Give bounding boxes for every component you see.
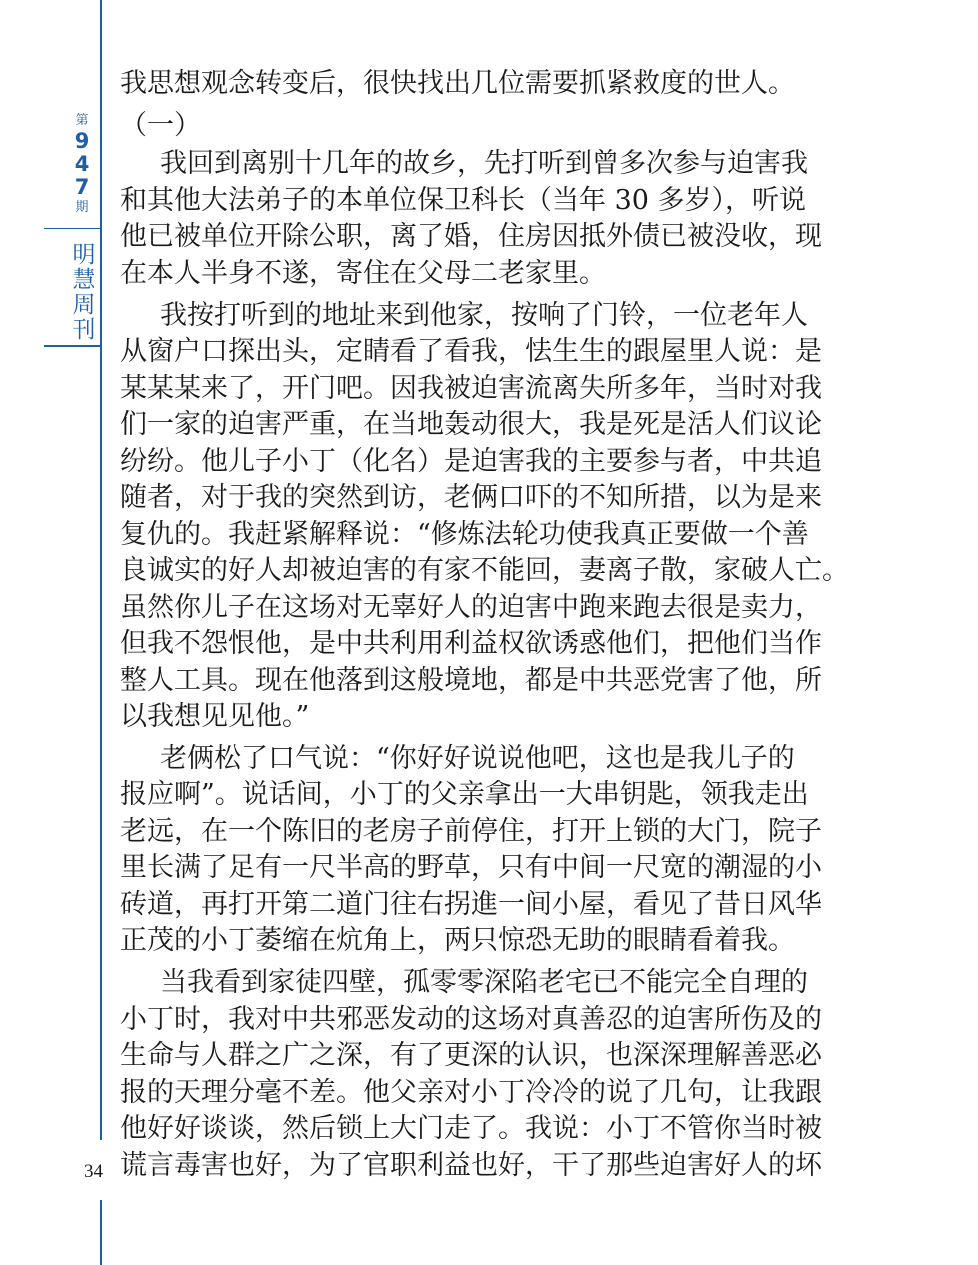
text-line: 某某某来了，开门吧。因我被迫害流离失所多年，当时对我 [120, 372, 822, 404]
text-line: 他好好谈谈，然后锁上大门走了。我说：小丁不管你当时被 [120, 1113, 822, 1145]
text-line: 我思想观念转变后，很快找出几位需要抓紧救度的世人。 [120, 68, 795, 99]
text-line: 里长满了足有一尺半高的野草，只有中间一尺宽的潮湿的小 [120, 852, 822, 884]
magazine-name-char: 刊 [72, 317, 96, 343]
text-line: 虽然你儿子在这场对无辜好人的迫害中跑来跑去很是卖力， [120, 591, 822, 623]
text-line: 复仇的。我赶紧解释说：“修炼法轮功使我真正要做一个善 [120, 518, 809, 550]
text-line: 从窗户口探出头，定睛看了看我，怯生生的跟屋里人说：是 [120, 336, 822, 368]
text-line: 生命与人群之广之深，有了更深的认识，也深深理解善恶必 [120, 1040, 822, 1072]
text-line: 在本人半身不遂，寄住在父母二老家里。 [120, 257, 606, 289]
text-line: 以我想见见他。” [120, 701, 310, 733]
text-line: 老远，在一个陈旧的老房子前停住，打开上锁的大门，院子 [120, 815, 822, 847]
lead-line [120, 66, 868, 103]
text-line: 我回到离别十几年的故乡，先打听到曾多次参与迫害我 [160, 148, 808, 180]
text-line: 随者，对于我的突然到访，老俩口吓的不知所措，以为是来 [120, 482, 822, 514]
text-line: 我按打听到的地址来到他家，按响了门铃，一位老年人 [160, 299, 808, 331]
text-line: 报的天理分毫不差。他父亲对小丁冷冷的说了几句，让我跟 [120, 1076, 822, 1108]
text-line: 良诚实的好人却被迫害的有家不能回，妻离子散，家破人亡。 [120, 555, 849, 587]
paragraph [120, 741, 868, 960]
text-line: 纷纷。他儿子小丁（化名）是迫害我的主要参与者，中共追 [120, 445, 822, 477]
text-line: 谎言毒害也好，为了官职利益也好，干了那些迫害好人的坏 [120, 1149, 822, 1181]
text-line: 报应啊”。说话间，小丁的父亲拿出一大串钥匙，领我走出 [120, 779, 809, 811]
issue-prefix: 第 [75, 113, 89, 128]
paragraph [120, 146, 868, 292]
magazine-name-char: 周 [72, 292, 96, 318]
issue-suffix: 期 [75, 200, 89, 215]
text-line: 当我看到家徒四壁，孤零零深陷老宅已不能完全自理的 [160, 967, 808, 999]
magazine-name [70, 243, 98, 343]
article-body [120, 66, 868, 1189]
text-line: 整人工具。现在他落到这般境地，都是中共恶党害了他，所 [120, 664, 822, 696]
text-line: 正茂的小丁萎缩在炕角上，两只惊恐无助的眼睛看着我。 [120, 925, 795, 957]
text-line: 们一家的迫害严重，在当地轰动很大，我是死是活人们议论 [120, 409, 822, 441]
paragraph [120, 965, 868, 1184]
issue-number [62, 112, 102, 217]
issue-digit: 4 [74, 152, 90, 176]
text-line: 砖道，再打开第二道门往右拐進一间小屋，看见了昔日风华 [120, 888, 822, 920]
paragraph [120, 298, 868, 736]
issue-divider [44, 228, 102, 229]
issue-digit: 7 [74, 175, 90, 199]
text-line: 老俩松了口气说：“你好好说说他吧，这也是我儿子的 [160, 742, 795, 774]
text-line: 和其他大法弟子的本单位保卫科长（当年 30 多岁），听说 [120, 184, 807, 216]
magazine-name-char: 慧 [72, 267, 96, 293]
text-line: 他已被单位开除公职，离了婚，住房因抵外债已被没收，现 [120, 221, 822, 253]
magazine-divider [44, 345, 102, 347]
magazine-name-char: 明 [72, 242, 96, 268]
page-number: 34 [84, 1161, 103, 1182]
text-line: 但我不怨恨他，是中共利用利益权欲诱惑他们，把他们当作 [120, 628, 822, 660]
issue-digit: 9 [74, 129, 90, 153]
text-line: （一） [120, 109, 201, 141]
text-line: 小丁时，我对中共邪恶发动的这场对真善忍的迫害所伤及的 [120, 1003, 822, 1035]
section-heading [120, 108, 868, 145]
